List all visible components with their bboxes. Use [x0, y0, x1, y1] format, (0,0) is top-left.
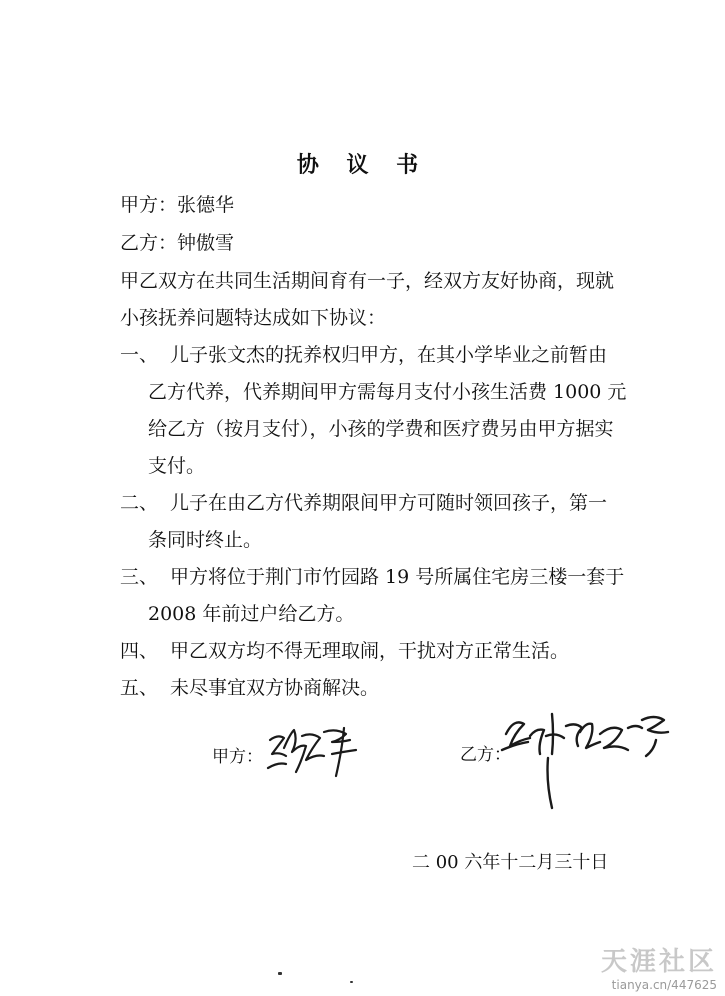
clause-number: 三、 — [120, 566, 159, 588]
party-b-signature-label: 乙方： — [460, 745, 511, 765]
clause-3-line-1: 甲方将位于荆门市竹园路 19 号所属住宅房三楼一套于 — [170, 566, 625, 588]
watermark-url: tianya.cn/447625 — [611, 978, 717, 992]
clause-4-line-1: 甲乙双方均不得无理取闹，干扰对方正常生活。 — [170, 640, 570, 662]
clause-3-line-2: 2008 年前过户给乙方。 — [148, 603, 355, 625]
clause-number: 一、 — [120, 344, 159, 366]
clause-2-line-2: 条同时终止。 — [148, 529, 263, 551]
agreement-date: 二 00 六年十二月三十日 — [412, 852, 609, 873]
clause-1-line-3: 给乙方（按月支付），小孩的学费和医疗费另由甲方据实 — [148, 418, 614, 440]
party-a-signature — [262, 718, 372, 788]
scan-speck — [350, 981, 353, 983]
document-title: 协 议 书 — [296, 152, 429, 178]
party-a-line: 甲方：张德华 — [120, 194, 235, 216]
intro-line-1: 甲乙双方在共同生活期间育有一子，经双方友好协商，现就 — [120, 270, 615, 292]
clause-number: 五、 — [120, 677, 159, 699]
party-a-signature-label: 甲方： — [212, 747, 263, 767]
site-watermark — [601, 941, 717, 992]
clause-2-line-1: 儿子在由乙方代养期限间甲方可随时领回孩子，第一 — [170, 492, 608, 514]
clause-1-line-2: 乙方代养，代养期间甲方需每月支付小孩生活费 1000 元 — [148, 381, 627, 403]
clause-number: 二、 — [120, 492, 159, 514]
party-b-signature — [500, 706, 700, 816]
watermark-site-name: 天涯社区 — [600, 947, 717, 977]
clause-5-line-1: 未尽事宜双方协商解决。 — [170, 677, 380, 699]
scan-speck — [278, 972, 282, 975]
clause-1-line-1: 儿子张文杰的抚养权归甲方，在其小学毕业之前暂由 — [170, 344, 608, 366]
clause-number: 四、 — [120, 640, 159, 662]
clause-1-line-4: 支付。 — [148, 455, 206, 477]
party-b-line: 乙方：钟傲雪 — [120, 232, 235, 254]
intro-line-2: 小孩抚养问题特达成如下协议： — [120, 307, 387, 329]
